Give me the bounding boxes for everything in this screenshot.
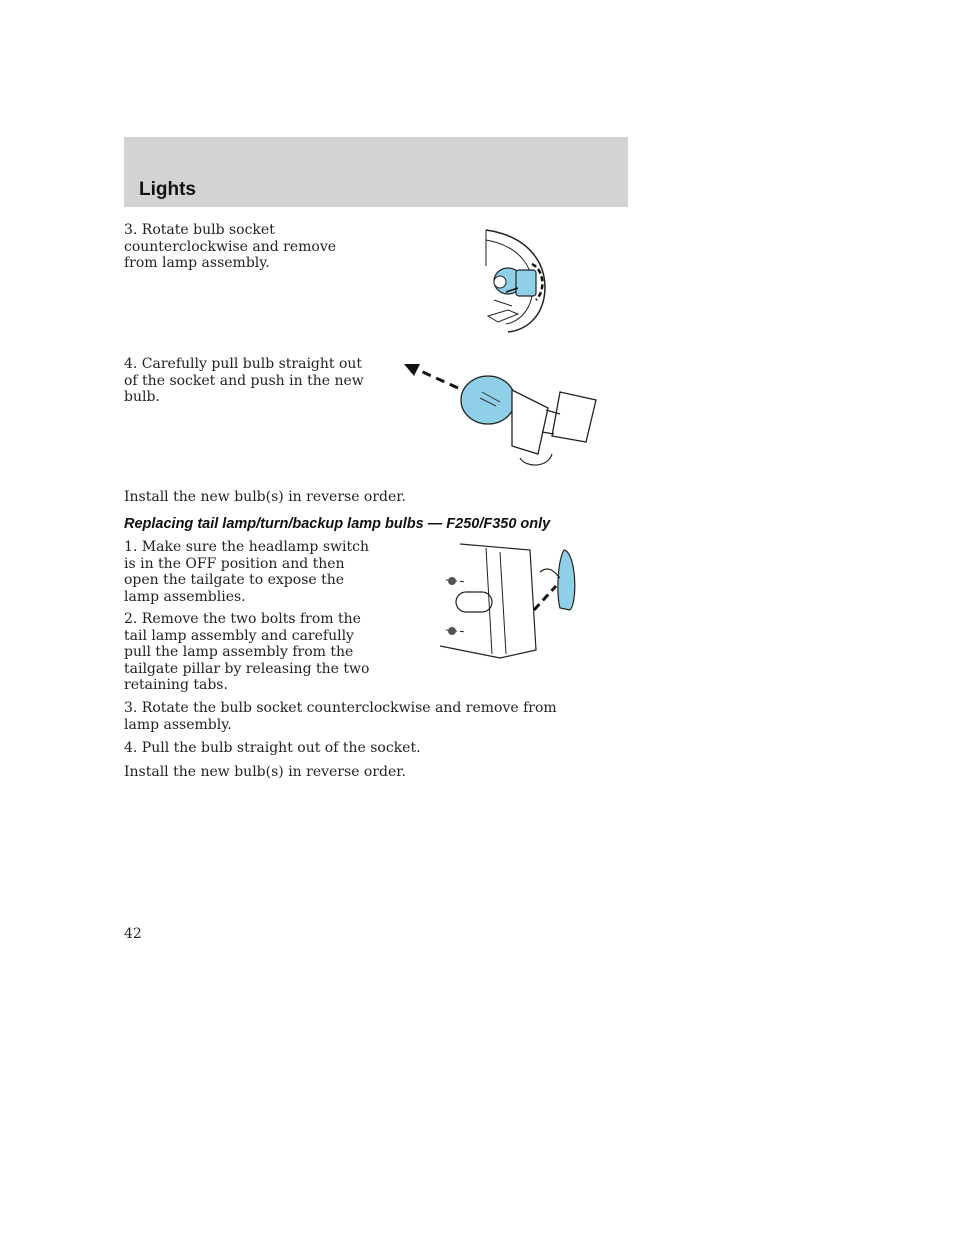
install-reverse-order-1: Install the new bulb(s) in reverse order.	[124, 489, 406, 505]
tail-lamp-removal-illustration	[440, 538, 582, 664]
install-reverse-order-2: Install the new bulb(s) in reverse order.	[124, 764, 406, 780]
socket-rotation-illustration	[478, 226, 556, 336]
bulb-removal-illustration	[400, 358, 602, 470]
tail-lamp-section-heading: Replacing tail lamp/turn/backup lamp bulbs — F250/F350 only	[124, 516, 551, 532]
tail-step-3-rotate-socket: 3. Rotate the bulb socket counterclockwise and remove from lamp assembly.	[124, 700, 557, 733]
tail-step-4-pull-bulb: 4. Pull the bulb straight out of the socket.	[124, 740, 421, 756]
page-number: 42	[124, 926, 142, 942]
tail-step-1-open-tailgate: 1. Make sure the headlamp switch is in the OFF position and then open the tailgate to expose the lamp assemblies.	[124, 539, 369, 605]
section-header-band	[124, 137, 628, 207]
step-4-pull-bulb: 4. Carefully pull bulb straight out of the socket and push in the new bulb.	[124, 356, 364, 405]
step-3-rotate-socket: 3. Rotate bulb socket counterclockwise and remove from lamp assembly.	[124, 222, 337, 271]
tail-step-2-remove-bolts: 2. Remove the two bolts from the tail lamp assembly and carefully pull the lamp assembly from the tailgate pillar by releasing the two retaining tabs.	[124, 611, 370, 693]
section-title: Lights	[139, 179, 196, 200]
